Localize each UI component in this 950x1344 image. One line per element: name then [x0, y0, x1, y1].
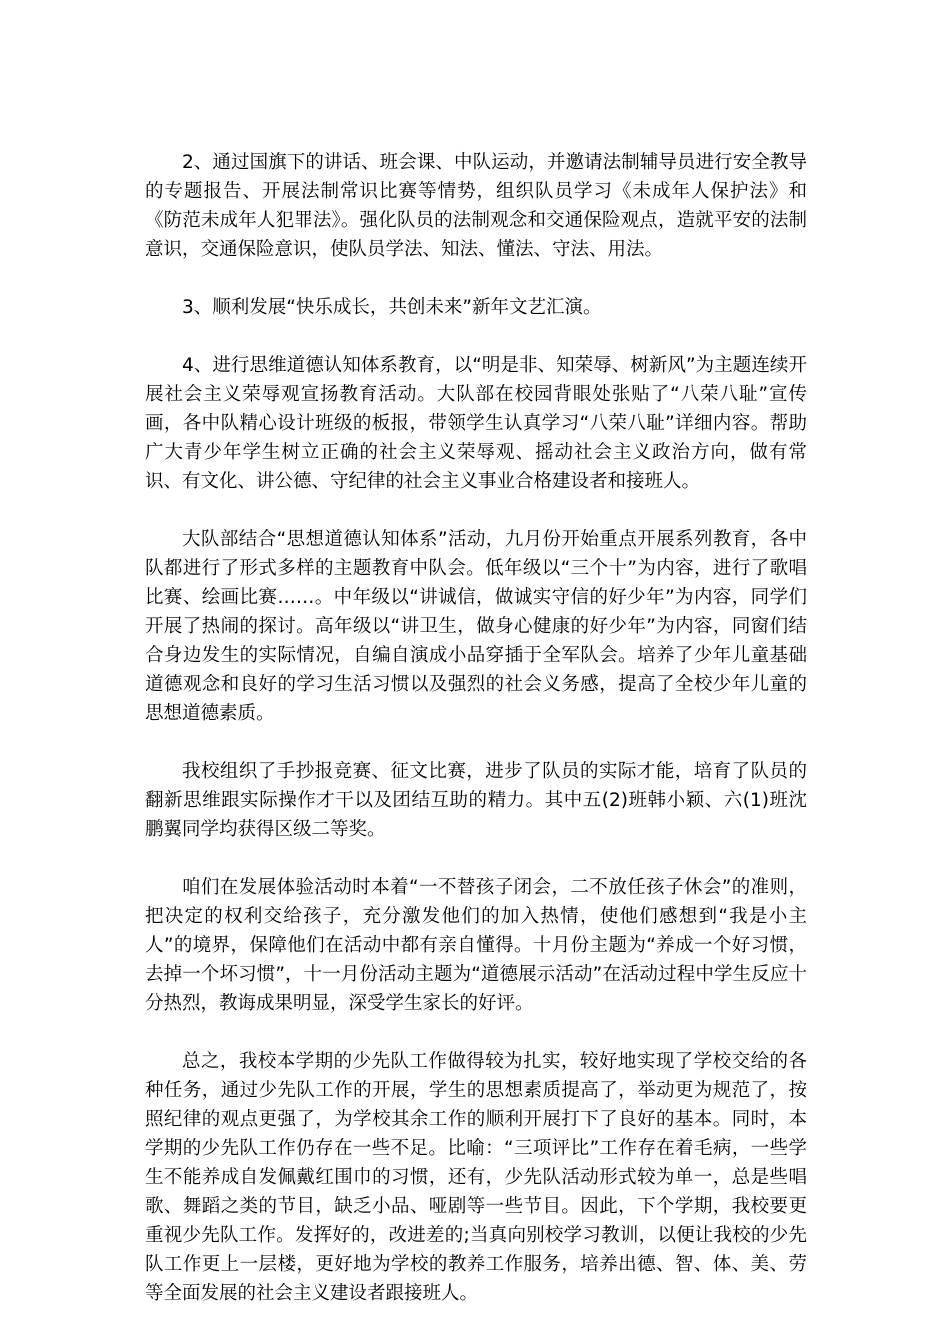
paragraph-competitions: 我校组织了手抄报竞赛、征文比赛，进步了队员的实际才能，培育了队员的翻新思维跟实际操作才干以及团结互助的精力。其中五(2)班韩小颖、六(1)班沈鹏翼同学均获得区级二等奖。	[145, 761, 807, 840]
paragraph-law-education: 2、通过国旗下的讲话、班会课、中队运动，并邀请法制辅导员进行安全教导的专题报告、开展法制常识比赛等情势，组织队员学习《未成年人保护法》和《防范未成年人犯罪法》。强化队员的法制观念和交通保险观点，造就平安的法制意识，交通保险意识，使队员学法、知法、懂法、守法、用法。	[145, 152, 807, 260]
paragraph-summary: 总之，我校本学期的少先队工作做得较为扎实，较好地实现了学校交给的各种任务，通过少先队工作的开展，学生的思想素质提高了，举动更为规范了，按照纪律的观点更强了，为学校其余工作的顺利开展打下了良好的基本。同时，本学期的少先队工作仍存在一些不足。比喻：“三项评比”工作存在着毛病，一些学生不能养成自发佩戴红围巾的习惯，还有，少先队活动形式较为单一，总是些唱歌、舞蹈之类的节目，缺乏小品、哑剧等一些节目。因此，下个学期，我校要更重视少先队工作。发挥好的，改进差的;当真向别校学习教训，以便让我校的少先队工作更上一层楼，更好地为学校的教养工作服务，培养出德、智、体、美、劳等全面发展的社会主义建设者跟接班人。	[145, 1051, 807, 1304]
paragraph-experience-activities: 咱们在发展体验活动时本着“一不替孩子闭会，二不放任孩子休会”的准则，把决定的权利交给孩子，充分激发他们的加入热情，使他们感想到“我是小主人”的境界，保障他们在活动中都有亲自懂得。十月份主题为“养成一个好习惯，去掉一个坏习惯”，十一月份活动主题为“道德展示活动”在活动过程中学生反应十分热烈，教诲成果明显，深受学生家长的好评。	[145, 877, 807, 1014]
paragraph-brigade-activities: 大队部结合“思想道德认知体系”活动，九月份开始重点开展系列教育，各中队都进行了形式多样的主题教育中队会。低年级以“三个十”为内容，进行了歌唱比赛、绘画比赛……。中年级以“讲诚信，做诚实守信的好少年”为内容，同学们开展了热闹的探讨。高年级以“讲卫生，做身心健康的好少年”为内容，同窗们结合身边发生的实际情况，自编自演成小品穿插于全军队会。培养了少年儿童基础道德观念和良好的学习生活习惯以及强烈的社会义务感，提高了全校少年儿童的思想道德素质。	[145, 529, 807, 724]
paragraph-moral-education: 4、进行思维道德认知体系教育，以“明是非、知荣辱、树新风”为主题连续开展社会主义荣辱观宣扬教育活动。大队部在校园背眼处张贴了“八荣八耻”宣传画，各中队精心设计班级的板报，带领学生认真学习“八荣八耻”详细内容。帮助广大青少年学生树立正确的社会主义荣辱观、摇动社会主义政治方向，做有常识、有文化、讲公德、守纪律的社会主义事业合格建设者和接班人。	[145, 355, 807, 492]
document-body	[145, 148, 807, 1308]
paragraph-new-year-performance: 3、顺利发展“快乐成长，共创未来”新年文艺汇演。	[182, 297, 602, 318]
